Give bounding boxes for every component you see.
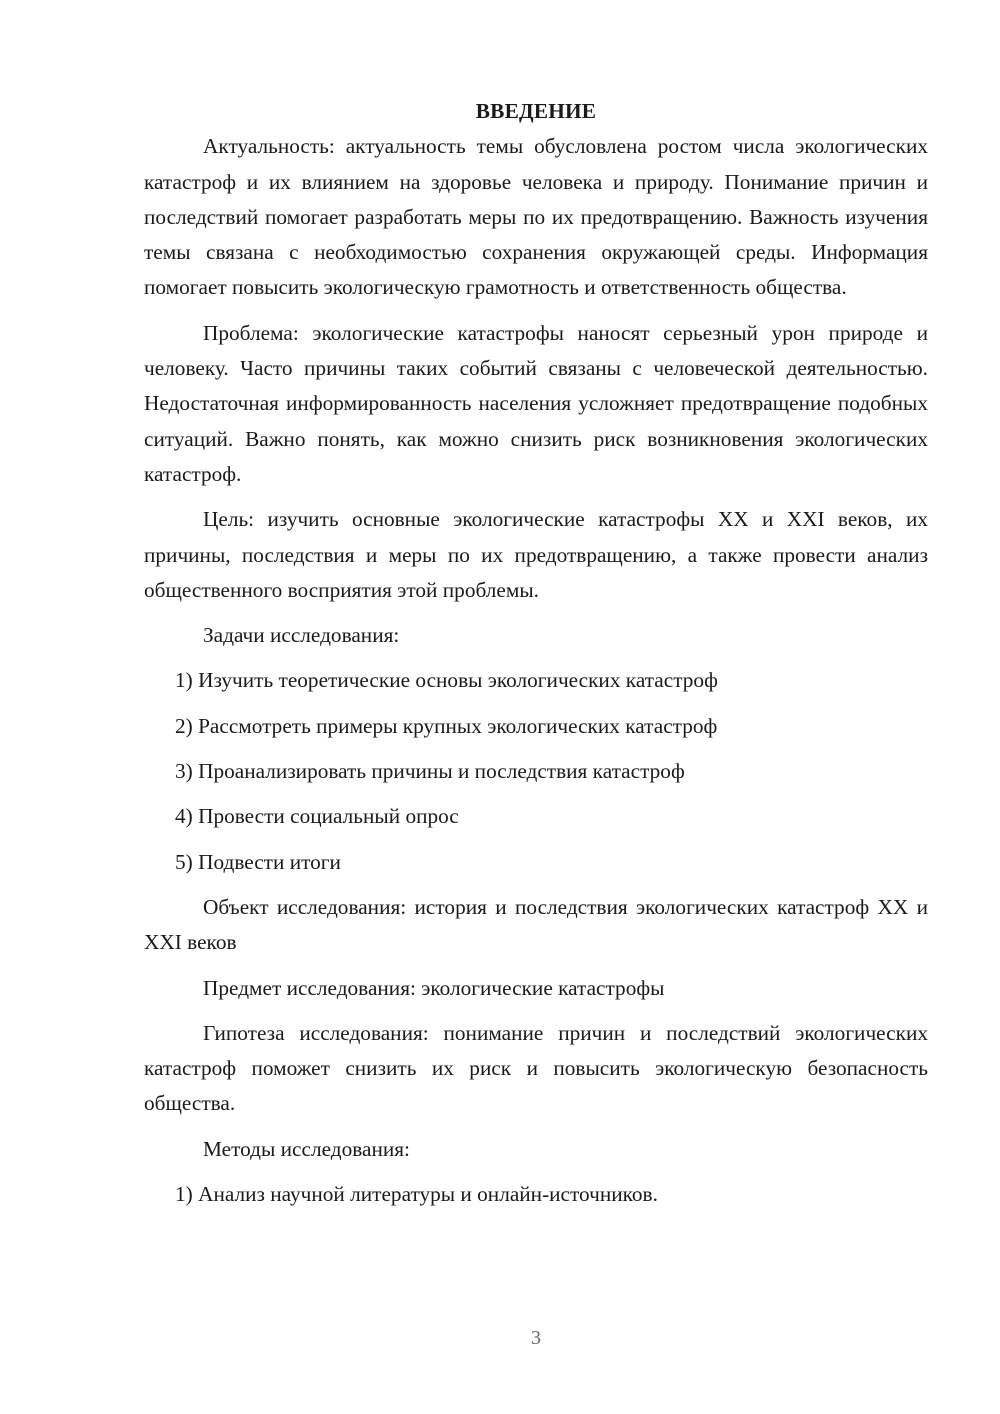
subject-paragraph: Предмет исследования: экологические катастрофы [203, 975, 665, 1000]
task-item-1: 1) Изучить теоретические основы экологических катастроф [175, 668, 718, 693]
methods-heading: Методы исследования: [203, 1136, 410, 1161]
document-page [144, 94, 928, 1222]
task-item-2: 2) Рассмотреть примеры крупных экологических катастроф [175, 713, 718, 738]
page-number: 3 [531, 1327, 541, 1349]
tasks-heading: Задачи исследования: [203, 623, 400, 648]
goal-paragraph: Цель: изучить основные экологические катастрофы XX и XXI веков, их причины, последствия и меры по их предотвращению, а также провести анализ общественного восприятия этой проблемы. [144, 507, 928, 602]
problem-paragraph: Проблема: экологические катастрофы наносят серьезный урон природе и человеку. Часто причины таких событий связаны с человеческой деятельностью. Недостаточная информированность населения усложняет предотвращение подобных ситуаций. Важно понять, как можно снизить риск возникновения экологических катастроф. [144, 320, 928, 486]
hypothesis-paragraph: Гипотеза исследования: понимание причин и последствий экологических катастроф поможет снизить их риск и повысить экологическую безопасность общества. [144, 1020, 928, 1116]
object-paragraph: Объект исследования: история и последствия экологических катастроф XX и XXI веков [144, 894, 928, 955]
task-item-5: 5) Подвести итоги [175, 849, 341, 874]
method-item-1: 1) Анализ научной литературы и онлайн-источников. [175, 1182, 658, 1207]
relevance-paragraph: Актуальность: актуальность темы обусловлена ростом числа экологических катастроф и их влиянием на здоровье человека и природу. Понимание причин и последствий помогает разработать меры по их предотвращению. Важность изучения темы связана с необходимостью сохранения окружающей среды. Информация помогает повысить экологическую грамотность и ответственность общества. [144, 134, 928, 300]
task-item-3: 3) Проанализировать причины и последствия катастроф [175, 759, 685, 784]
section-title: ВВЕДЕНИЕ [475, 99, 597, 123]
task-item-4: 4) Провести социальный опрос [175, 804, 459, 829]
